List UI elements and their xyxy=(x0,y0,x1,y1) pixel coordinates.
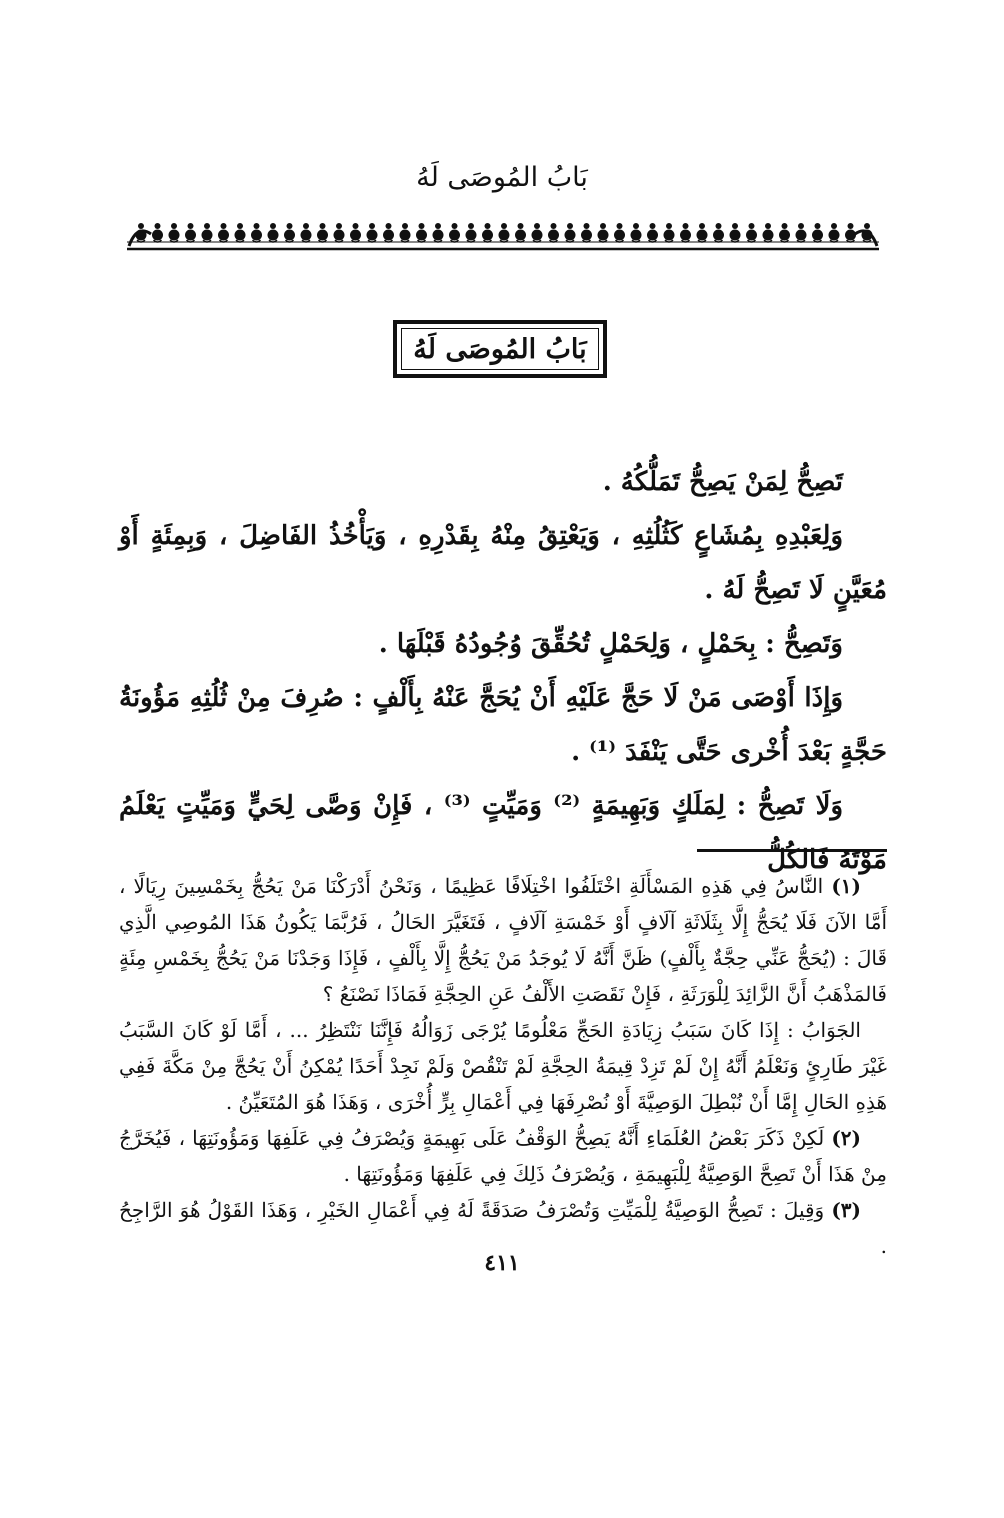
ornament-bead xyxy=(204,223,210,229)
ornament-bead xyxy=(565,230,576,241)
footnote-text: النَّاسُ فِي هَذِهِ المَسْأَلَةِ اخْتَلَفُوا اخْتِلَافًا عَظِيمًا ، وَنَحْنُ أَدْرَكْنَا مَنْ يَحُجُّ بِخَمْسِينَ رِيَالًا ، أَمَّا الآنَ فَلَا يُحَجُّ إِلَّا بِثَلَاثَةِ آلَافٍ أَوْ خَمْسَةِ آلَافٍ ، فَتَغَيَّرَ الحَالُ ، فَرُبَّمَا يَكُونُ هَذَا المُوصِي الَّذِي قَالَ : (يُحَجُّ عَنِّي حِجَّةٌ بِأَلْفٍ) ظَنَّ أَنَّهُ لَا يُوجَدُ مَنْ يَحُجُّ إِلَّا بِأَلْفٍ ، فَإِذَا وَجَدْنَا مَنْ يَحُجُّ بِخَمْسِ مِئَةٍ فَالمَذْهَبُ أَنَّ الزَّائِدَ لِلْوَرَثَةِ ، فَإِنْ نَقَصَتِ الأَلْفُ عَنِ الحِجَّةِ فَمَاذَا نَصْنَعُ ؟ xyxy=(119,874,887,1006)
ornament-bead xyxy=(452,223,458,229)
ornament-bead xyxy=(317,230,328,241)
paragraph: تَصِحُّ لِمَنْ يَصِحُّ تَمَلُّكُهُ . xyxy=(602,467,843,497)
footnote xyxy=(119,868,887,1012)
ornament-bead xyxy=(518,223,524,229)
ornament-bead xyxy=(320,223,326,229)
ornament-bead xyxy=(482,230,493,241)
ornament-bead xyxy=(433,230,444,241)
ornament-bead xyxy=(303,223,309,229)
footnote-text: لَكِنْ ذَكَرَ بَعْضُ العُلَمَاءِ أَنَّهُ يَصِحُّ الوَقْفُ عَلَى بَهِيمَةٍ وَيُصْرَفُ فِي عَلَفِهَا وَمَؤُونَتِهَا ، فَيُخَرَّجُ مِنْ هَذَا أَنْ تَصِحَّ الوَصِيَّةُ لِلْبَهِيمَةِ ، وَيُصْرَفُ ذَلِكَ فِي عَلَفِهَا وَمَؤُونَتِهَا . xyxy=(119,1126,887,1186)
ornament-bead xyxy=(815,223,821,229)
footnote-text: وَقِيلَ : تَصِحُّ الوَصِيَّةُ لِلْمَيِّتِ وَتُصْرَفُ صَدَقَةً لَهُ فِي أَعْمَالِ الخَيْرِ ، وَهَذَا القَوْلُ هُوَ الرَّاجِحُ . xyxy=(119,1198,887,1258)
ornament-bead xyxy=(683,223,689,229)
ornament-bead xyxy=(301,230,312,241)
ornament-bead xyxy=(746,230,757,241)
ornament-bead xyxy=(765,223,771,229)
ornament-bead xyxy=(848,223,854,229)
ornament-bead xyxy=(829,230,840,241)
ornament-bead xyxy=(666,223,672,229)
ornament-bead xyxy=(548,230,559,241)
ornament-bead xyxy=(369,223,375,229)
ornament-bead xyxy=(235,230,246,241)
ornament-bead xyxy=(763,230,774,241)
ornament-bead xyxy=(584,223,590,229)
ornament-bead xyxy=(287,223,293,229)
ornament-bead xyxy=(633,223,639,229)
ornament-bead xyxy=(699,223,705,229)
ornament-bead xyxy=(598,230,609,241)
footnote-text: الجَوَابُ : إِذَا كَانَ سَبَبُ زِيَادَةِ الحَجِّ مَعْلُومًا يُرْجَى زَوَالُهُ فَإِنَّنَا نَنْتَظِرُ ... ، أَمَّا لَوْ كَانَ السَّبَبُ غَيْرَ طَارِئٍ وَنَعْلَمُ أَنَّهُ إِنْ لَمْ تَزِدْ قِيمَةُ الحِجَّةِ لَمْ تَنْقُصْ وَلَمْ نَجِدْ أَحَدًا يُمْكِنُ أَنْ يَحُجَّ مِنْ مَكَّةَ فَفِي هَذِهِ الحَالِ إِمَّا أَنْ نُبْطِلَ الوَصِيَّةَ أَوْ نُصْرِفَهَا فِي أَعْمَالِ بِرٍّ أُخْرَى ، وَهَذَا هُوَ المُتَعَيِّنُ . xyxy=(119,1018,887,1114)
ornament-bead xyxy=(169,230,180,241)
ornament-bead xyxy=(631,230,642,241)
ornament-bead xyxy=(386,223,392,229)
ornament-bead xyxy=(251,230,262,241)
page-number: ٤١١ xyxy=(484,1250,520,1276)
ornament-bead xyxy=(614,230,625,241)
ornament-bead xyxy=(419,223,425,229)
ornament-bead xyxy=(171,223,177,229)
footnote-number: (١) xyxy=(831,874,861,898)
paragraph: وَلَا تَصِحُّ : لِمَلَكٍ وَبَهِيمَةٍ ⁽²⁾ وَمَيِّتٍ ⁽³⁾ ، فَإِنْ وَصَّى لِحَيٍّ وَمَيِّتٍ يَعْلَمُ مَوْتَهُ فَالكُلُّ xyxy=(119,791,887,875)
ornament-bead xyxy=(367,230,378,241)
ornament-bead xyxy=(532,230,543,241)
ornament-bead xyxy=(534,223,540,229)
ornament-bead xyxy=(350,230,361,241)
ornament-bead xyxy=(716,223,722,229)
footnote xyxy=(119,1120,887,1192)
paragraph: وَتَصِحُّ : بِحَمْلٍ ، وَلِحَمْلٍ تُحُقِّقَ وُجُودُهُ قَبْلَهَا . xyxy=(378,629,843,659)
ornament-bead xyxy=(845,230,856,241)
ornament-bead xyxy=(152,230,163,241)
ornament-bead xyxy=(402,223,408,229)
ornament-bead xyxy=(268,230,279,241)
ornament-bead xyxy=(515,230,526,241)
footnote-number: (٣) xyxy=(831,1198,861,1222)
ornament-bead xyxy=(435,223,441,229)
ornament-bead xyxy=(551,223,557,229)
ornament-bead xyxy=(202,230,213,241)
ornament-bead xyxy=(749,223,755,229)
ornament-bead xyxy=(697,230,708,241)
ornament-bead xyxy=(449,230,460,241)
ornament-bead xyxy=(581,230,592,241)
ornament-bead xyxy=(284,230,295,241)
ornament-bead xyxy=(779,230,790,241)
ornament-bead xyxy=(680,230,691,241)
running-header: بَابُ المُوصَى لَهُ xyxy=(416,162,588,193)
ornament-bead xyxy=(617,223,623,229)
ornament-bead xyxy=(400,230,411,241)
ornament-bead xyxy=(468,223,474,229)
chapter-title: بَابُ المُوصَى لَهُ xyxy=(401,328,599,370)
footnote-number: (٢) xyxy=(831,1126,861,1150)
ornament-bead xyxy=(730,230,741,241)
footnotes xyxy=(119,868,887,1264)
ornament-bead xyxy=(334,230,345,241)
ornament-bead xyxy=(812,230,823,241)
ornament-bead xyxy=(713,230,724,241)
ornament-bead xyxy=(353,223,359,229)
ornament-bead xyxy=(501,223,507,229)
ornament-bead xyxy=(188,223,194,229)
ornament-bead xyxy=(864,223,870,229)
ornament-bead xyxy=(336,223,342,229)
ornament-bead xyxy=(567,223,573,229)
ornament-bead xyxy=(782,223,788,229)
chapter-title-frame xyxy=(393,320,607,378)
ornament-bead xyxy=(218,230,229,241)
ornament-bead xyxy=(237,223,243,229)
ornament-bead xyxy=(732,223,738,229)
ornament-bead xyxy=(254,223,260,229)
footnote xyxy=(119,1012,887,1120)
ornament-bead xyxy=(798,223,804,229)
ornament-bead xyxy=(664,230,675,241)
main-text xyxy=(119,455,887,887)
paragraph: وَلِعَبْدِهِ بِمُشَاعٍ كَثُلُثِهِ ، وَيَعْتِقُ مِنْهُ بِقَدْرِهِ ، وَيَأْخُذُ الفَاضِلَ ، وَبِمِئَةٍ أَوْ مُعَيَّنٍ لَا تَصِحُّ لَهُ . xyxy=(119,521,887,605)
ornament-bead xyxy=(221,223,227,229)
ornament-bead xyxy=(499,230,510,241)
ornament-bead xyxy=(270,223,276,229)
ornament-bead xyxy=(650,223,656,229)
ornament-bead xyxy=(185,230,196,241)
ornament-divider xyxy=(127,198,879,254)
ornament-bead xyxy=(466,230,477,241)
paragraph: وَإِذَا أَوْصَى مَنْ لَا حَجَّ عَلَيْهِ أَنْ يُحَجَّ عَنْهُ بِأَلْفٍ : صُرِفَ مِنْ ثُلُثِهِ مَؤُونَةُ حَجَّةٍ بَعْدَ أُخْرى حَتَّى يَنْفَدَ ⁽¹⁾ . xyxy=(119,683,887,767)
ornament-bead xyxy=(600,223,606,229)
ornament-bead xyxy=(796,230,807,241)
ornament-bead xyxy=(485,223,491,229)
ornament-bead xyxy=(831,223,837,229)
ornament-pattern xyxy=(127,198,879,254)
ornament-bead xyxy=(138,223,144,229)
ornament-bead xyxy=(647,230,658,241)
ornament-bead xyxy=(416,230,427,241)
ornament-bead xyxy=(155,223,161,229)
footnote-separator xyxy=(697,849,887,852)
ornament-bead xyxy=(383,230,394,241)
